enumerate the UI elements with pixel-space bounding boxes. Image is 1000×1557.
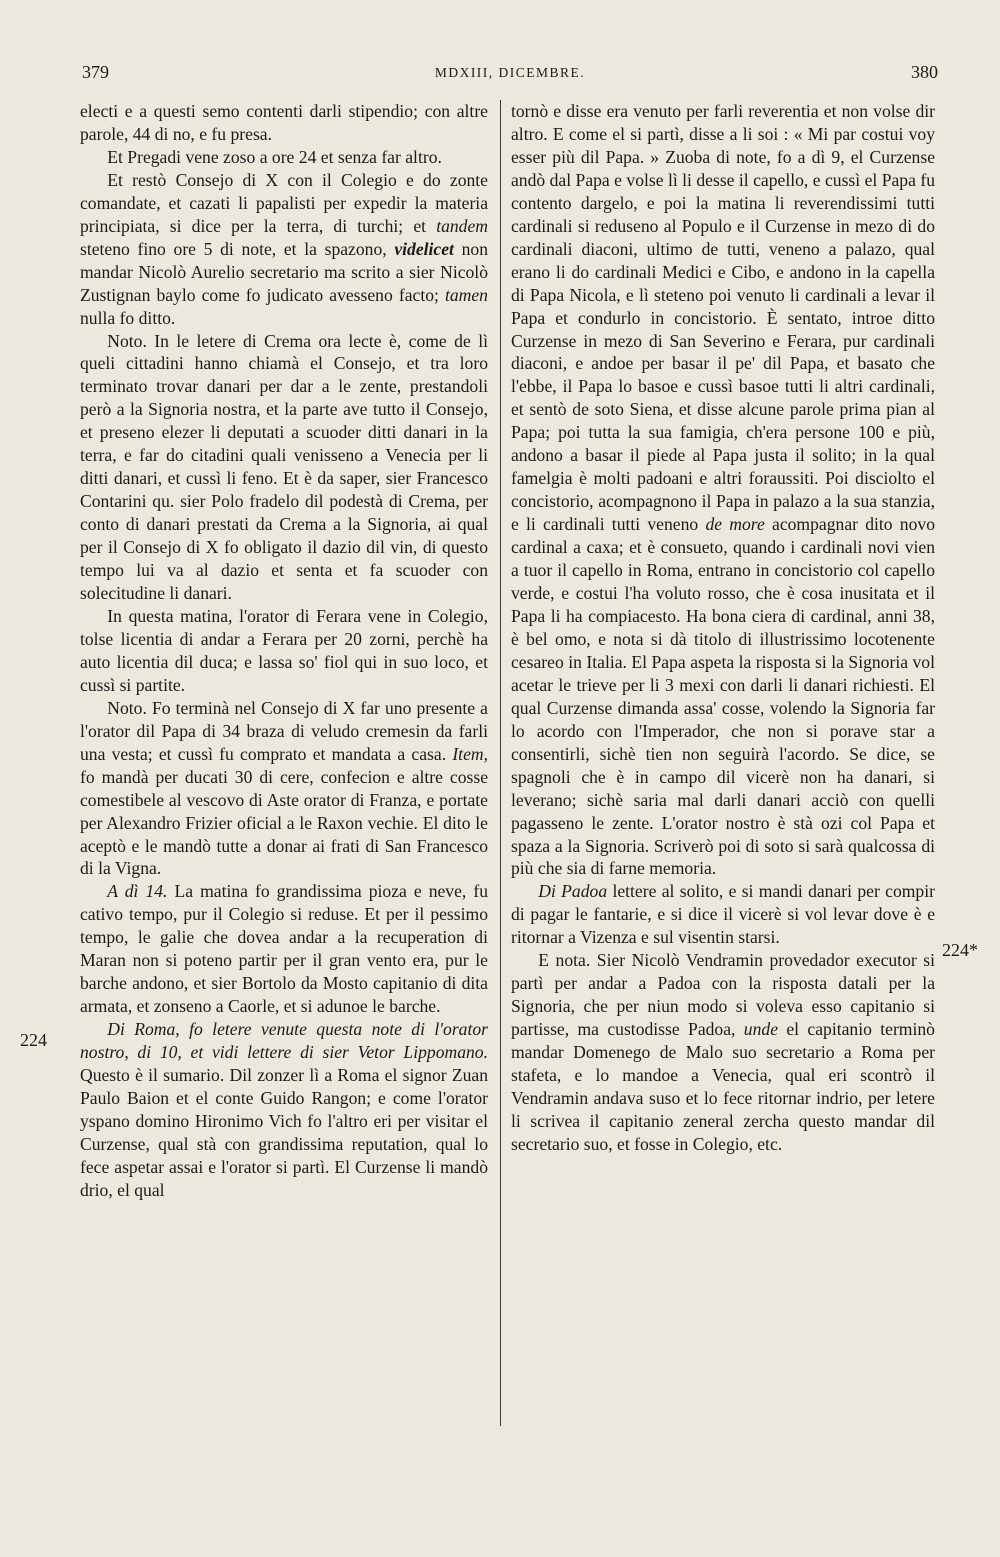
margin-note-left: 224 xyxy=(20,1030,47,1050)
running-title: MDXIII, DICEMBRE. xyxy=(434,65,586,80)
page-number-left: 379 xyxy=(82,62,109,82)
page-number-right: 380 xyxy=(911,62,938,82)
left-column xyxy=(80,100,488,1202)
paragraph: Di Roma, fo letere venute questa note di l'orator nostro, di 10, et vidi lettere di sier Vetor Lippomano. Questo è il sumario. Dil zonzer lì a Roma el signor Zuan Paulo Baion et el conte Guido Rangon; e come l'orator yspano domino Hironimo Vich fo l'altro eri per visitar el Curzense, qual stà con grandissima reputation, qual lo fece aspetar assai e l'orator si partì. El Curzense li mandò drio, el qual xyxy=(80,1019,488,1200)
right-column xyxy=(511,100,935,1156)
paragraph: Noto. In le letere di Crema ora lecte è, come de lì queli cittadini hanno chiamà el Consejo, et tra loro terminato trovar danari per dar a le zente, prestandoli però a la Signoria nostra, et la parte ave tutto il Consejo, et preseno elezer li deputati a scuoder ditti danari in la terra, e far do citadini quali venisseno a Venecia per li ditti danari, et cussì li feno. Et è da saper, sier Francesco Contarini qu. sier Polo fradelo dil podestà di Crema, per conto di danari prestati da Crema a la Signoria, ai qual per il Consejo di X fo obligato il dazio dil vin, di questo tempo lui va al dazio et senta et fa scuoder con solecitudine li danari. xyxy=(80,330,488,604)
paragraph: E nota. Sier Nicolò Vendramin provedador executor si partì per andar a Padoa con la risposta datali per la Signoria, che per niun modo si voleva esso capitanio si partisse, ma custodisse Padoa, unde el capitanio terminò mandar Domenego de Malo suo secretario a Roma per stafeta, e lo mandoe a Venecia, qual eri scontrò il Vendramin andava suso et lo fece ritornar indrio, per letere li scrivea il capitanio zeneral zercha questo mandar dil secretario suo, et fosse in Colegio, etc. xyxy=(511,950,935,1154)
paragraph: electi e a questi semo contenti darli stipendio; con altre parole, 44 di no, e fu presa. xyxy=(80,101,488,144)
paragraph: In questa matina, l'orator di Ferara vene in Colegio, tolse licentia di andar a Ferara per 20 zorni, perchè ha auto licentia dil duca; e lassa so' fiol qui in suo loco, et cussì si partite. xyxy=(80,605,488,695)
paragraph: tornò e disse era venuto per farli reverentia et non volse dir altro. E come el si partì, disse a li soi : « Mi par costui voy esser più dil Papa. » Zuoba di note, fo a dì 9, el Curzense andò dal Papa e volse lì li desse il capello, e cussì el Papa fu contento dargelo, e poi la matina li reverendissimi tutti cardinali si reduseno al Populo e il Curzense in mezo di do cardinali diaconi, ultimo de tutti, veneno a palazo, qual erano li do cardinali Medici e Cibo, e andono in la capella di Papa Nicola, e lì steteno poi venuto li cardinali a levar il Papa et condurlo in concistorio. È sentato, introe ditto Curzense in mezo di San Severino e Ferara, pur cardinali diaconi, e andoe per basar il pe' dil Papa, et basato che l'ebbe, il Papa lo basoe e cussì basoe tutti li altri cardinali, et sentò de soto Siena, et disse alcune parole prima pian al Papa; poi tutta la sua famigia, ch'era persone 100 e più, andono a basar il piede al Papa justa il solito; in la qual famelgia è molti padoani e altri foraussiti. Poi disciolto el concistorio, acompagnono il Papa in palazo a la sua stanzia, e li cardinali tutti veneno de more acompagnar dito novo cardinal a caxa; et è consueto, quando i cardinali novi vien a tuor il capello in Roma, entrano in concistorio col capello verde, e costui l'ha voluto rosso, che è cosa inusitata et il Papa li ha compiacesto. Ha bona ciera di cardinal, anni 38, è bel omo, e nota si dà titolo di illustrissimo locotenente cesareo in Italia. El Papa aspeta la risposta si la Signoria vol acetar le trieve per li 3 mexi con darli li danari richiesti. El qual Curzense dimanda assa' cosse, volendo la Signoria far lo acordo con l'Imperador, che non si porave star a consentirli, sichè tien non seguirà l'acordo. Se dice, se spagnoli che è in campo dil vicerè non ha danari, si leverano; sichè saria mal darli danari acciò con quelli pagasseno le zente. L'orator nostro è stà ozi col Papa et spaza a la Signoria. Scriverò poi di soto si sarà qualcossa di più che sia di farne memoria. xyxy=(511,101,935,879)
paragraph: Di Padoa lettere al solito, e si mandi danari per compir di pagar le fantarie, e si dice il vicerè si vol levar dove è e ritornar a Vizenza e sul visentin starsi. xyxy=(511,881,935,948)
running-head xyxy=(82,62,938,92)
paragraph: Noto. Fo terminà nel Consejo di X far uno presente a l'orator dil Papa di 34 braza di veludo cremesin da farli una vesta; et cussì fu comprato et mandata a casa. Item, fo mandà per ducati 30 di cere, confecion e altre cosse comestibele al vescovo di Aste orator di Franza, e portate per Alexandro Frizier oficial a le Raxon vechie. El dito le aceptò e le mandò tutte a donar ai frati di San Francesco di la Vigna. xyxy=(80,697,488,879)
paragraph: A dì 14. La matina fo grandissima pioza e neve, fu cativo tempo, pur il Colegio si reduse. Et per il pessimo tempo, le galie che dovea andar a la recuperation di Maran non si poteno partir per il gran vento era, pur le barche andono, et sier Bortolo da Mosto capitanio di dita armata, et zonseno a Caorle, et si adunoe le barche. xyxy=(80,881,488,1017)
paragraph: Et restò Consejo di X con il Colegio e do zonte comandate, et cazati li papalisti per expedir la materia principiata, si dice per la terra, di turchi; et tandem steteno fino ore 5 di note, et la spazono, videlicet non mandar Nicolò Aurelio secretario ma scrito a sier Nicolò Zustignan baylo come fo judicato avesseno facto; tamen nulla fo ditto. xyxy=(80,169,489,328)
margin-note-right: 224* xyxy=(942,940,978,960)
column-divider xyxy=(500,100,501,1426)
paragraph: Et Pregadi vene zoso a ore 24 et senza far altro. xyxy=(107,146,442,167)
